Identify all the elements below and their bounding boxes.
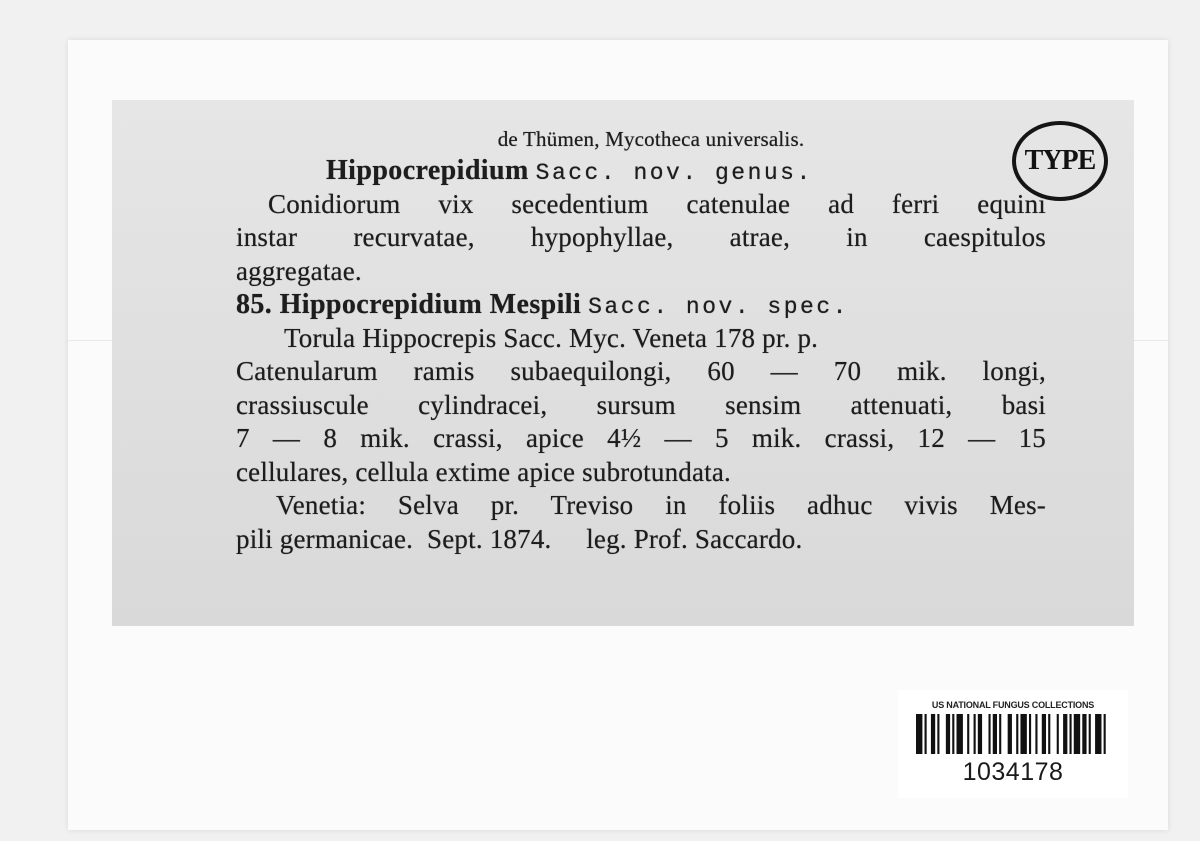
barcode-bar [1104,714,1106,754]
label-header: de Thümen, Mycotheca universalis. [497,127,805,151]
barcode-bar [1035,714,1037,754]
barcode-bar [1074,714,1080,754]
barcode-bar [946,714,950,754]
barcode-bar [931,714,935,754]
species-authority: Sacc. nov. spec. [588,294,849,320]
barcode-bar [967,714,969,754]
barcode-bar [957,714,963,754]
barcode-bar [1020,714,1026,754]
barcode-label [898,690,1128,798]
barcode-bar [1042,714,1046,754]
barcode-bar [916,714,922,754]
barcode-bar [1082,714,1086,754]
genus-description-line: instar recurvatae, hypophyllae, atrae, in caespitulos [236,222,1046,252]
locality-line: Venetia: Selva pr. Treviso in foliis adhuc vivis Mes- [276,490,1046,520]
barcode-bar [1016,714,1018,754]
species-line [236,288,1046,322]
species-name: 85. Hippocrepidium Mespili [236,289,582,320]
barcode-bar [1008,714,1012,754]
genus-line [236,154,1046,188]
barcode-icon [916,714,1110,754]
synonym-line: Torula Hippocrepis Sacc. Myc. Veneta 178 pr. p. [284,322,819,353]
barcode-bar [1063,714,1067,754]
type-stamp [1012,121,1108,201]
barcode-bar [1069,714,1071,754]
type-stamp-text: TYPE [1024,145,1096,176]
species-description-line: 7 — 8 mik. crassi, apice 4½ — 5 mik. crassi, 12 — 15 [236,423,1046,453]
species-description-line: Catenularum ramis subaequilongi, 60 — 70 mik. longi, [236,356,1046,386]
barcode-bar [1029,714,1031,754]
barcode-bar [993,714,997,754]
barcode-bar [1048,714,1050,754]
species-description-line: crassiuscule cylindracei, sursum sensim attenuati, basi [236,389,1046,420]
barcode-bar [1089,714,1091,754]
genus-name: Hippocrepidium [326,155,529,186]
barcode-bar [925,714,927,754]
barcode-bar [974,714,976,754]
genus-description-line: Conidiorum vix secedentium catenulae ad ferri equini [268,188,1046,219]
barcode-title: US NATIONAL FUNGUS COLLECTIONS [931,700,1095,710]
barcode-bar [1057,714,1059,754]
barcode-bar [952,714,954,754]
barcode-bar [1095,714,1101,754]
genus-description-line: aggregatae. [236,255,362,286]
barcode-bar [988,714,990,754]
genus-authority: Sacc. nov. genus. [535,160,813,186]
species-description-line: cellulares, cellula extime apice subrotundata. [236,456,731,487]
barcode-bar [999,714,1001,754]
barcode-bar [978,714,982,754]
locality-line: pili germanicae. Sept. 1874. leg. Prof. Saccardo. [236,523,803,554]
barcode-number: 1034178 [962,758,1064,786]
label-text [236,124,1046,556]
barcode-bar [937,714,939,754]
